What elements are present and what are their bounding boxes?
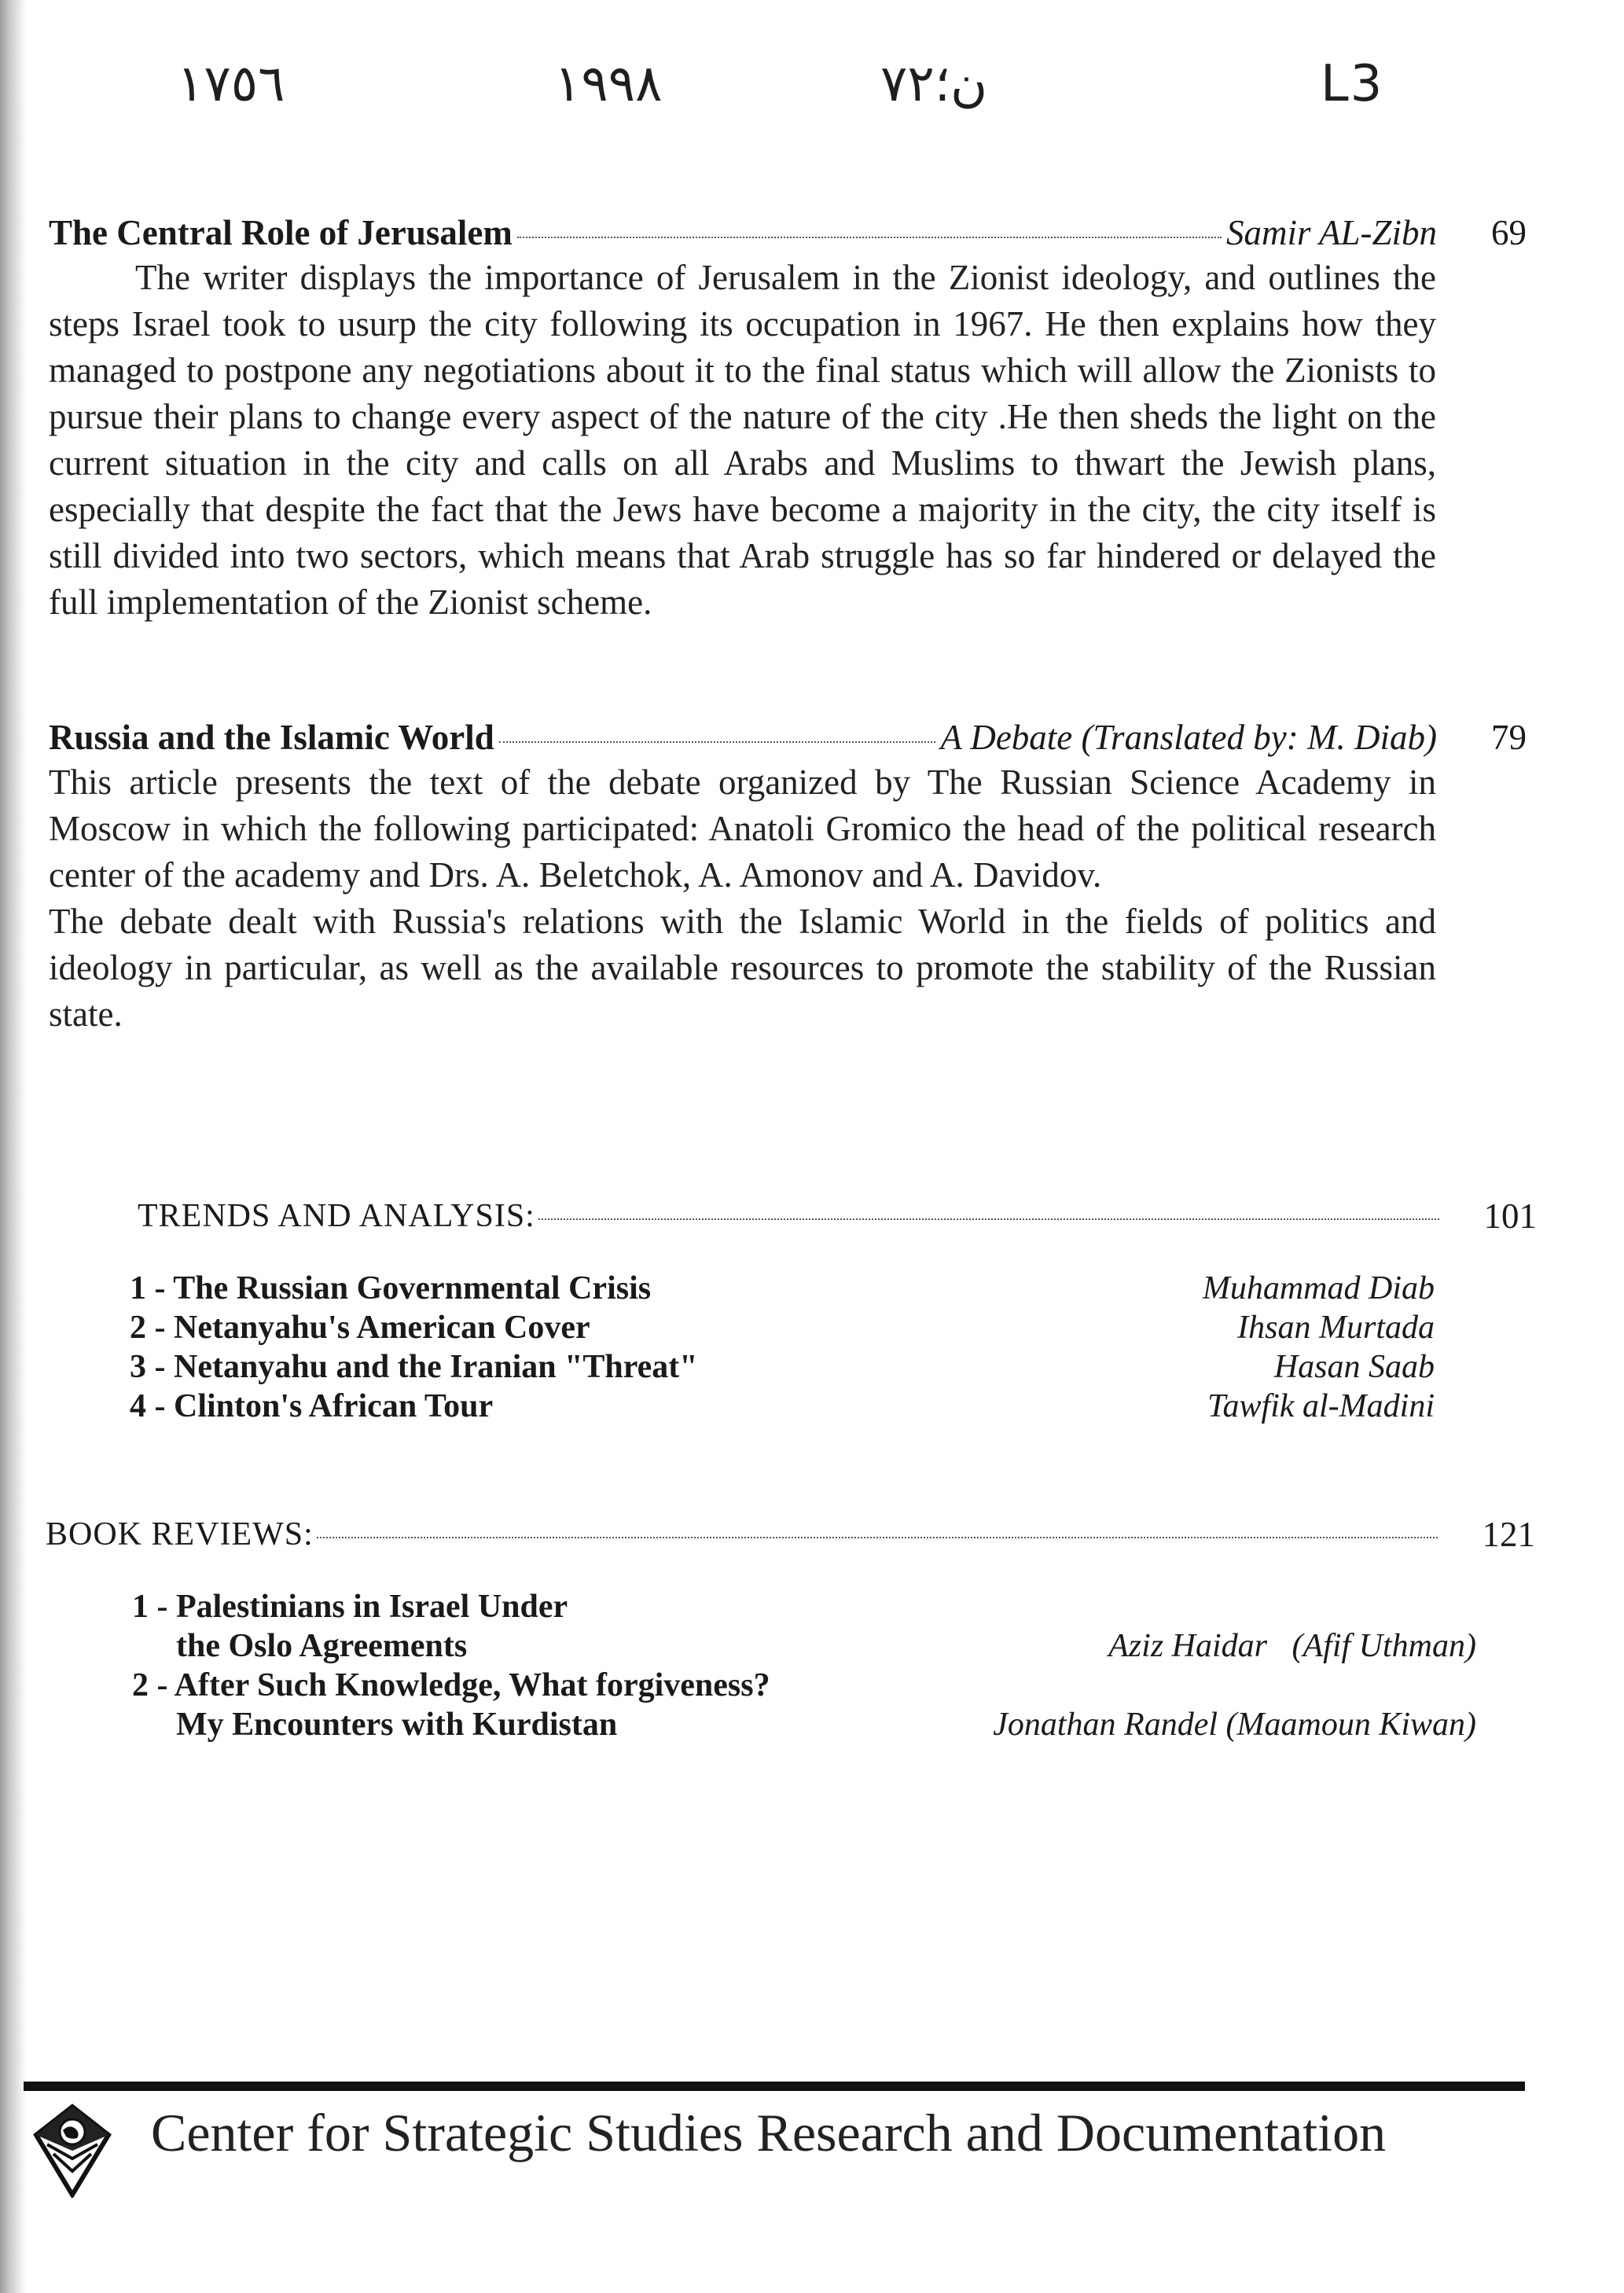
- scan-edge-shadow: [0, 0, 27, 2293]
- dot-leader: [538, 1218, 1439, 1220]
- list-item: [130, 1347, 1435, 1387]
- handwritten-mark: ١٩٩٨: [554, 55, 663, 113]
- article-title: Russia and the Islamic World: [49, 718, 494, 757]
- footer-rule: [24, 2082, 1525, 2091]
- page-number: 79: [1491, 718, 1527, 757]
- trends-section: [130, 1195, 1537, 1426]
- article-abstract: This article presents the text of the debate organized by The Russian Science Academy in Moscow in which the following participated: Anatoli Gromico the head of the political research center of the academy and Drs. A. Beletchok, A. Amonov and A. Davidov.: [49, 762, 1436, 895]
- handwritten-mark: ن؛٧٢: [880, 55, 988, 113]
- entry-title: 1 - The Russian Governmental Crisis: [130, 1270, 652, 1306]
- entry-title: 2 - Netanyahu's American Cover: [130, 1310, 590, 1346]
- list-item: [130, 1308, 1435, 1347]
- article-heading: [49, 715, 1527, 759]
- list-item: [132, 1587, 1476, 1666]
- entry-author: Hasan Saab: [1273, 1349, 1435, 1385]
- article-abstract: The debate dealt with Russia's relations with the Islamic World in the fields of politics and ideology in particular, as well as the available resources to promote the stability of the Russian state.: [49, 902, 1436, 1034]
- entry-author: Muhammad Diab: [1202, 1270, 1435, 1306]
- book-reviews-section: [46, 1513, 1535, 1744]
- article-author: A Debate (Translated by: M. Diab): [940, 718, 1437, 757]
- entry-author: Jonathan Randel (Maamoun Kiwan): [993, 1707, 1476, 1743]
- handwritten-annotations: [0, 55, 1624, 134]
- article-entry: [49, 715, 1527, 1038]
- handwritten-mark: ١٧٥٦: [177, 55, 285, 113]
- list-item: [132, 1666, 1476, 1744]
- trends-list: [130, 1269, 1435, 1426]
- center-logo-icon: [33, 2104, 112, 2198]
- entry-title: 4 - Clinton's African Tour: [130, 1388, 494, 1424]
- entry-author: Ihsan Murtada: [1237, 1310, 1435, 1346]
- entry-title-continued: the Oslo Agreements: [176, 1628, 468, 1664]
- page-number: 121: [1482, 1515, 1535, 1554]
- article-title: The Central Role of Jerusalem: [49, 213, 513, 252]
- article-author: Samir AL-Zibn: [1226, 213, 1437, 252]
- book-reviews-list: [132, 1587, 1476, 1744]
- dot-leader: [317, 1537, 1438, 1538]
- article-heading: [49, 211, 1527, 255]
- section-title: BOOK REVIEWS:: [46, 1516, 314, 1553]
- page-number: 69: [1491, 213, 1527, 252]
- section-heading: [138, 1195, 1537, 1237]
- page-number: 101: [1483, 1196, 1537, 1236]
- entry-author: Aziz Haidar (Afif Uthman): [1108, 1628, 1476, 1664]
- entry-title: 1 - Palestinians in Israel Under: [132, 1589, 568, 1625]
- handwritten-mark: L3: [1321, 55, 1384, 113]
- entry-author: Tawfik al-Madini: [1207, 1388, 1435, 1424]
- entry-title: 2 - After Such Knowledge, What forgiveness?: [132, 1667, 770, 1703]
- section-title: TRENDS AND ANALYSIS:: [138, 1198, 535, 1234]
- footer-organization-name: Center for Strategic Studies Research and Documentation: [151, 2103, 1387, 2163]
- dot-leader: [499, 741, 936, 743]
- section-heading: [46, 1513, 1535, 1556]
- list-item: [130, 1269, 1435, 1308]
- list-item: [130, 1387, 1435, 1426]
- article-entry: [49, 211, 1527, 626]
- dot-leader: [517, 237, 1222, 238]
- entry-title: 3 - Netanyahu and the Iranian "Threat": [130, 1349, 698, 1385]
- article-abstract: The writer displays the importance of Jerusalem in the Zionist ideology, and outlines the steps Israel took to usurp the city following its occupation in 1967. He then explains how they managed to postpone any negotiations about it to the final status which will allow the Zionists to pursue their plans to change every aspect of the nature of the city .He then sheds the light on the current situation in the city and calls on all Arabs and Muslims to thwart the Jewish plans, especially that despite the fact that the Jews have become a majority in the city, the city itself is still divided into two sectors, which means that Arab struggle has so far hindered or delayed the full implementation of the Zionist scheme.: [49, 258, 1436, 622]
- entry-title-continued: My Encounters with Kurdistan: [176, 1707, 618, 1743]
